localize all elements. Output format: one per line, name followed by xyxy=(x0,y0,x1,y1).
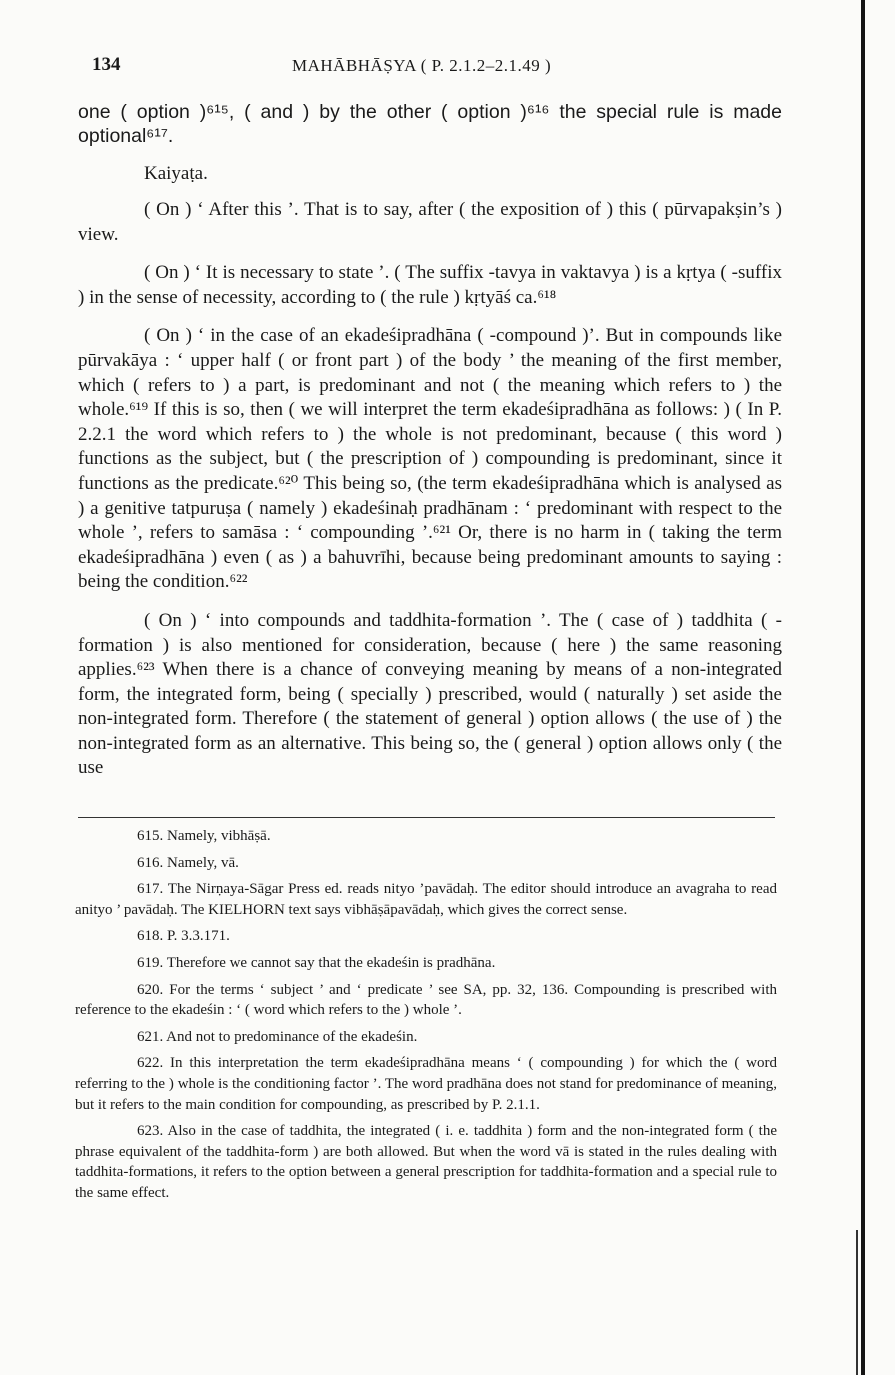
footnote: 618. P. 3.3.171. xyxy=(137,928,230,945)
paragraph: ( On ) ‘ into compounds and taddhita-formation ’. The ( case of ) taddhita ( -formation ) is also mentioned for consideration, because ( here ) the same reasoning applies.⁶²³ When there is a chance of conveying meaning by means of a non-integrated form, the integrated form, being ( specially ) prescribed, would ( naturally ) set aside the non-integrated form. Therefore ( the statement of general ) option allows ( the use of ) the non-integrated form as an alternative. This being so, the ( general ) option allows only ( the use xyxy=(78,609,782,779)
running-title: MAHĀBHĀṢYA ( P. 2.1.2–2.1.49 ) xyxy=(292,56,552,75)
footnote: 623. Also in the case of taddhita, the integrated ( i. e. taddhita ) form and the non-integrated form ( the phrase equivalent of the taddhita-form ) are both allowed. But when the word vā is stated in the rules dealing with taddhita-formations, it refers to the option between a general prescription for taddhita-formation and a special rule to the same effect. xyxy=(75,1123,777,1201)
footnote: 620. For the terms ‘ subject ’ and ‘ predicate ’ see SA, pp. 32, 136. Compounding is prescribed with reference to the ekadeśin : ‘ ( word which refers to the ) whole ’. xyxy=(75,981,777,1019)
footnote: 617. The Nirṇaya-Sāgar Press ed. reads nityo ’pavādaḥ. The editor should introduce an avagraha to read anityo ’ pavādaḥ. The KIELHORN text says vibhāṣāpavādaḥ, which gives the correct sense. xyxy=(75,881,777,918)
page-number: 134 xyxy=(92,54,121,75)
paragraph: ( On ) ‘ in the case of an ekadeśipradhāna ( -compound )’. But in compounds like pūrvakāya : ‘ upper half ( or front part ) of the body ’ the meaning of the first member, which ( refers to ) a part, is predominant and not ( the meaning which refers to ) the whole.⁶¹⁹ If this is so, then ( we will interpret the term ekadeśipradhāna as follows: ) ( In P. 2.2.1 the word which refers to ) the whole is not predominant, because ( this word ) functions as the subject, but ( the prescription of ) compounding is predominant, since it functions as the predicate.⁶²⁰ This being so, (the term ekadeśipradhāna which is analysed as ) a genitive tatpuruṣa ( namely ) ekadeśinaḥ pradhānam : ‘ predominant with respect to the whole ’, refers to samāsa : ‘ compounding ’.⁶²¹ Or, there is no harm in ( taking the term ekadeśipradhāna ) even ( as ) a bahuvrīhi, because being predominant amounts to saying : being the condition.⁶²² xyxy=(78,325,782,593)
page-header xyxy=(92,52,782,82)
footnote: 622. In this interpretation the term ekadeśipradhāna means ‘ ( compounding ) for which the ( word referring to the ) whole is the conditioning factor ’. The word pradhāna does not stand for predominance of meaning, but it refers to the main condition for compounding, as prescribed by P. 2.1.1. xyxy=(75,1055,777,1113)
footnote: 615. Namely, vibhāṣā. xyxy=(137,828,271,844)
footnote: 619. Therefore we cannot say that the ekadeśin is pradhāna. xyxy=(137,954,496,971)
binding-edge xyxy=(861,0,865,1375)
footnote: 616. Namely, vā. xyxy=(137,854,239,871)
paragraph: one ( option )⁶¹⁵, ( and ) by the other ( option )⁶¹⁶ the special rule is made optional⁶¹⁷. xyxy=(78,101,782,147)
paragraph: ( On ) ‘ It is necessary to state ’. ( The suffix -tavya in vaktavya ) is a kṛtya ( -suffix ) in the sense of necessity, according to ( the rule ) kṛtyāś ca.⁶¹⁸ xyxy=(78,262,782,308)
paragraph: ( On ) ‘ After this ’. That is to say, after ( the exposition of ) this ( pūrvapakṣin’s ) view. xyxy=(78,199,782,245)
main-text xyxy=(78,100,782,795)
footnotes xyxy=(75,826,777,1210)
binding-edge-secondary xyxy=(856,1230,858,1375)
section-heading: Kaiyaṭa. xyxy=(144,163,208,184)
footnote-divider xyxy=(78,817,775,818)
footnote: 621. And not to predominance of the ekadeśin. xyxy=(137,1028,418,1045)
